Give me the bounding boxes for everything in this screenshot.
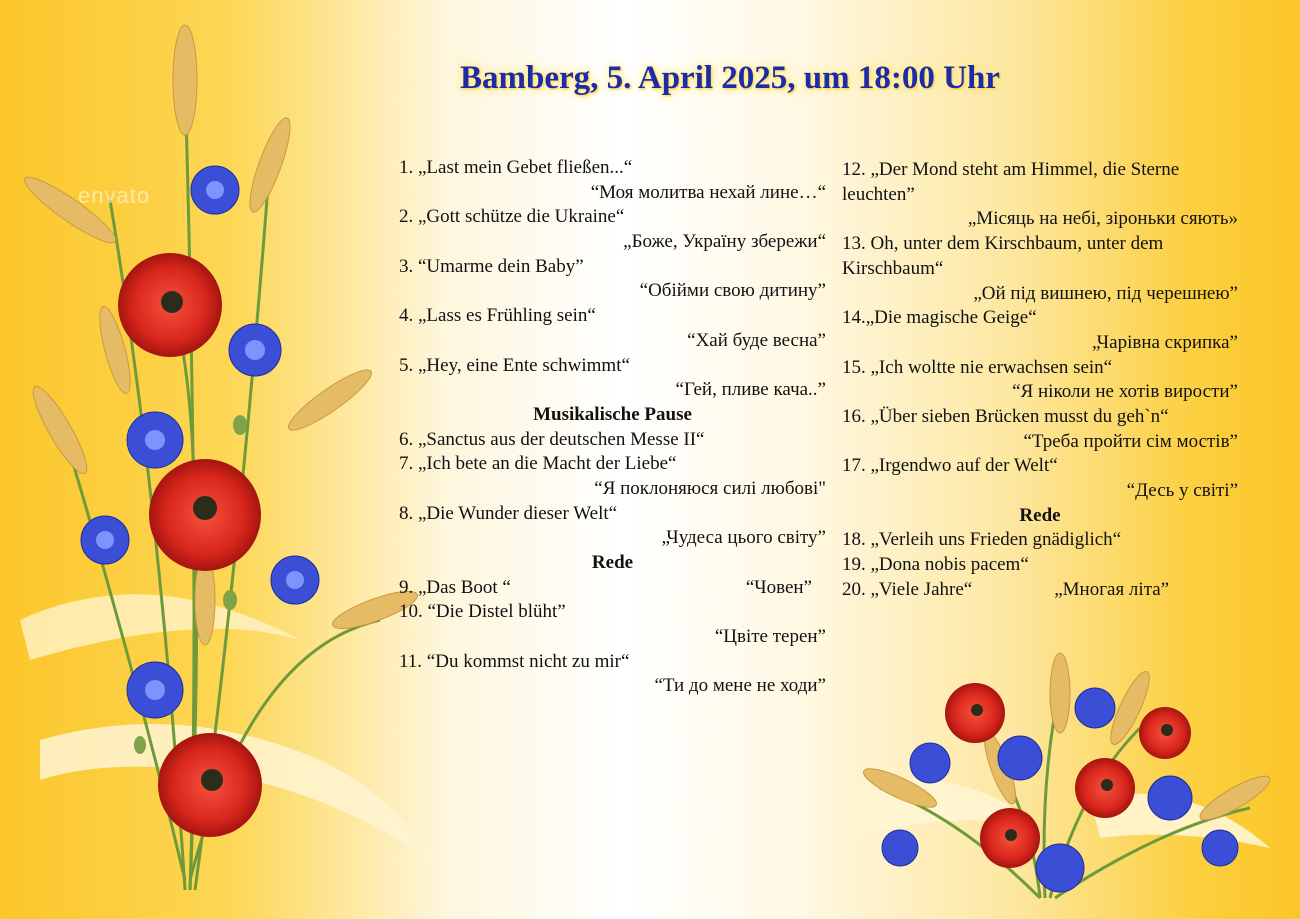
intermission-label: Musikalische Pause: [533, 403, 692, 425]
program-item-2-ua: „Боже, Україну збережи“: [623, 231, 826, 253]
program-item-3-ua: “Обійми свою дитину”: [639, 280, 826, 302]
program-item-17-ua: “Десь у світі”: [1126, 480, 1238, 501]
program-item-11-de: 11. “Du kommst nicht zu mir“: [399, 650, 630, 672]
program-item-18-de: 18. „Verleih uns Frieden gnädiglich“: [842, 529, 1122, 551]
program-item-16-ua: “Треба пройти сім мостів”: [1023, 430, 1238, 452]
program-item-9-ua: “Човен”: [745, 576, 812, 598]
program-item-20: [842, 578, 1238, 603]
program-column-right: [842, 158, 1238, 602]
program-item-5-de: 5. „Hey, eine Ente schwimmt“: [399, 354, 630, 376]
program-item-8-de: 8. „Die Wunder dieser Welt“: [399, 502, 618, 524]
concert-title: Bamberg, 5. April 2025, um 18:00 Uhr: [460, 60, 1000, 96]
program-item-11-ua: “Ти до мене не ходи”: [654, 675, 826, 697]
program-item-17-de: 17. „Irgendwo auf der Welt“: [842, 455, 1058, 477]
speech-label: Rede: [591, 552, 634, 573]
program-item-2-de: 2. „Gott schütze die Ukraine“: [399, 206, 625, 228]
program-item-15-de: 15. „Ich woltte nie erwachsen sein“: [842, 356, 1113, 378]
program-item-14-ua: „Чарівна скрипка”: [1091, 331, 1238, 353]
program-item-19-de: 19. „Dona nobis pacem“: [842, 554, 1029, 576]
program-item-20-ua: „Многая літа”: [1054, 578, 1170, 600]
program-item-8-ua: „Чудеса цього світу”: [661, 527, 826, 549]
flower-bouquet-right-illustration: [840, 648, 1280, 918]
program-item-12-de: 12. „Der Mond steht am Himmel, die Sterne leuchten”: [842, 159, 1180, 205]
program-item-1-de: 1. „Last mein Gebet fließen...“: [399, 157, 633, 178]
program-item-9-de: 9. „Das Boot “: [399, 576, 511, 598]
program-item-14-de: 14.„Die magische Geige“: [842, 307, 1037, 329]
program-item-13-de: 13. Oh, unter dem Kirschbaum, unter dem Kirschbaum“: [842, 233, 1164, 279]
program-item-12-ua: „Місяць на небі, зіроньки сяють»: [967, 208, 1238, 230]
program-item-4-ua: “Хай буде весна”: [687, 329, 826, 351]
program-item-4-de: 4. „Lass es Frühling sein“: [399, 305, 596, 327]
program-item-10-de: 10. “Die Distel blüht”: [399, 601, 566, 623]
program-item-10-ua: “Цвіте терен”: [714, 626, 826, 648]
program-item-7-ua: “Я поклоняюся силі любові": [594, 477, 826, 499]
program-item-15-ua: “Я ніколи не хотів вирости”: [1012, 381, 1238, 403]
speech-label-2: Rede: [1019, 504, 1061, 526]
program-item-3-de: 3. “Umarme dein Baby”: [399, 255, 584, 277]
program-item-9: [399, 576, 826, 601]
watermark-text: envato: [78, 183, 151, 208]
program-item-7-de: 7. „Ich bete an die Macht der Liebe“: [399, 453, 677, 475]
flower-bouquet-left-illustration: [0, 0, 440, 919]
program-column-left: [399, 156, 826, 699]
program-item-20-de: 20. „Viele Jahre“: [842, 578, 973, 600]
program-item-6-de: 6. „Sanctus aus der deutschen Messe II“: [399, 428, 705, 450]
program-item-5-ua: “Гей, пливе кача..”: [675, 379, 826, 401]
program-item-16-de: 16. „Über sieben Brücken musst du geh`n“: [842, 405, 1169, 427]
program-item-1-ua: “Моя молитва нехай лине…“: [590, 181, 826, 203]
program-item-13-ua: „Ой під вишнею, під черешнею”: [973, 282, 1238, 304]
